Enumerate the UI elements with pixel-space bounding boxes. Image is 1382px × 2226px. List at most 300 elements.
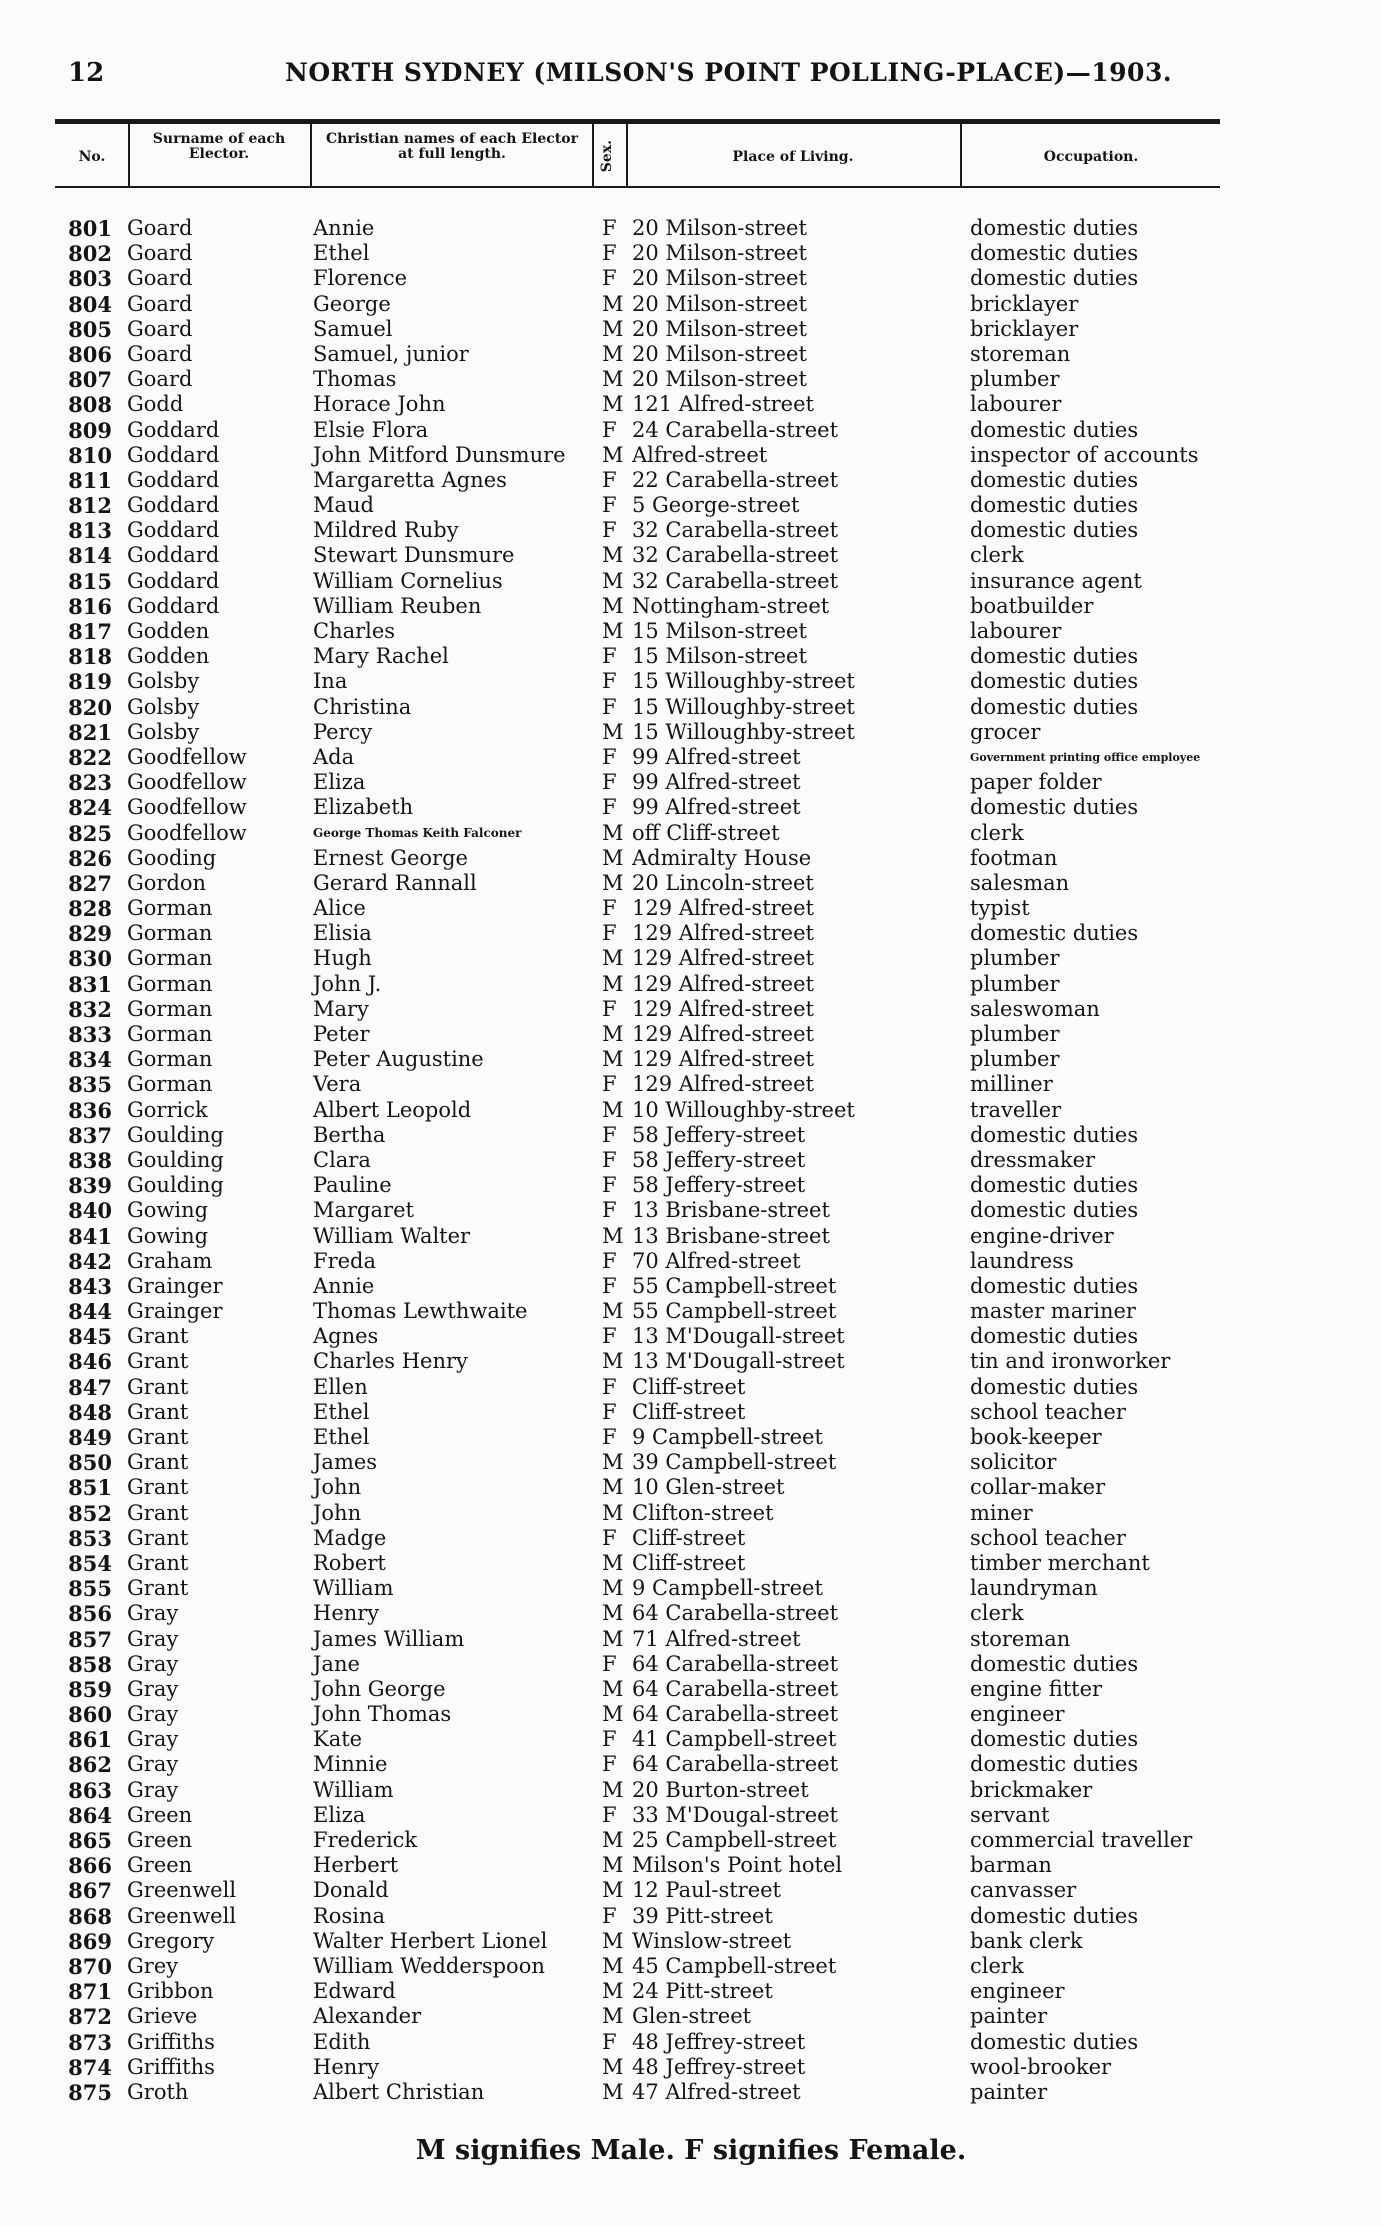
elector-christian-names: Bertha — [313, 1122, 386, 1147]
elector-sex: F — [602, 241, 617, 266]
elector-number: 834 — [68, 1047, 112, 1073]
elector-place-of-living: 39 Campbell-street — [632, 1450, 837, 1475]
table-row — [0, 1375, 1382, 1400]
elector-occupation: paper folder — [970, 770, 1102, 795]
elector-place-of-living: 15 Willoughby-street — [632, 719, 855, 744]
elector-surname: Groth — [127, 2079, 189, 2104]
elector-place-of-living: Milson's Point hotel — [632, 1853, 843, 1878]
elector-surname: Grant — [127, 1525, 189, 1550]
table-row — [0, 2055, 1382, 2080]
elector-occupation: domestic duties — [970, 417, 1139, 442]
elector-place-of-living: 20 Milson-street — [632, 216, 807, 240]
elector-number: 857 — [68, 1626, 112, 1652]
elector-christian-names: Hugh — [313, 946, 372, 971]
elector-christian-names: William Cornelius — [313, 568, 503, 593]
table-row — [0, 1173, 1382, 1198]
elector-place-of-living: 64 Carabella-street — [632, 1601, 839, 1626]
elector-number: 807 — [68, 367, 112, 393]
column-divider — [960, 124, 962, 186]
table-row — [0, 1324, 1382, 1349]
elector-christian-names: Florence — [313, 266, 408, 291]
elector-surname: Grant — [127, 1550, 189, 1575]
elector-number: 843 — [68, 1273, 112, 1299]
elector-sex: M — [602, 593, 624, 618]
table-row — [0, 1677, 1382, 1702]
elector-sex: M — [602, 568, 624, 593]
elector-christian-names: John Mitford Dunsmure — [313, 442, 566, 467]
elector-christian-names: Mary Rachel — [313, 644, 449, 669]
elector-christian-names: Minnie — [313, 1752, 388, 1777]
elector-occupation: servant — [970, 1802, 1050, 1827]
table-row — [0, 1198, 1382, 1223]
elector-number: 839 — [68, 1173, 112, 1199]
elector-christian-names: Elisia — [313, 921, 372, 946]
elector-sex: M — [602, 1550, 624, 1575]
elector-number: 872 — [68, 2004, 112, 2030]
elector-christian-names: Frederick — [313, 1828, 418, 1852]
elector-place-of-living: 20 Milson-street — [632, 367, 807, 392]
elector-number: 814 — [68, 543, 112, 569]
elector-occupation: school teacher — [970, 1399, 1126, 1424]
table-row — [0, 1702, 1382, 1727]
table-row — [0, 1803, 1382, 1828]
elector-place-of-living: 20 Burton-street — [632, 1777, 809, 1802]
elector-christian-names: Eliza — [313, 1802, 366, 1827]
elector-surname: Gorman — [127, 946, 213, 971]
elector-number: 801 — [68, 216, 112, 241]
elector-place-of-living: 58 Jeffery-street — [632, 1122, 806, 1147]
elector-christian-names: Freda — [313, 1248, 376, 1273]
elector-number: 835 — [68, 1072, 112, 1098]
table-row — [0, 795, 1382, 820]
elector-surname: Grant — [127, 1374, 189, 1399]
elector-surname: Gorman — [127, 1047, 213, 1072]
elector-sex: F — [602, 1802, 617, 1827]
elector-number: 820 — [68, 694, 112, 720]
elector-number: 802 — [68, 241, 112, 267]
elector-sex: F — [602, 1525, 617, 1550]
elector-place-of-living: 64 Carabella-street — [632, 1702, 839, 1727]
elector-number: 853 — [68, 1525, 112, 1551]
elector-place-of-living: 55 Campbell-street — [632, 1273, 837, 1298]
elector-sex: M — [602, 1047, 624, 1072]
elector-christian-names: Henry — [313, 1601, 380, 1626]
elector-christian-names: Samuel, junior — [313, 341, 469, 366]
elector-christian-names: Charles — [313, 619, 396, 643]
elector-occupation: grocer — [970, 719, 1041, 744]
elector-christian-names: Vera — [313, 1072, 362, 1097]
elector-occupation: plumber — [970, 1022, 1060, 1046]
table-row — [0, 720, 1382, 745]
elector-surname: Grant — [127, 1475, 189, 1500]
header-no: No. — [78, 149, 106, 165]
elector-surname: Goodfellow — [127, 770, 247, 795]
elector-occupation: domestic duties — [970, 467, 1139, 492]
elector-occupation: domestic duties — [970, 1173, 1139, 1198]
elector-surname: Grainger — [127, 1299, 223, 1324]
elector-place-of-living: 71 Alfred-street — [632, 1626, 801, 1651]
elector-occupation: boatbuilder — [970, 593, 1094, 618]
elector-sex: M — [602, 820, 624, 845]
elector-place-of-living: 15 Willoughby-street — [632, 694, 855, 719]
elector-number: 870 — [68, 1953, 112, 1979]
table-row — [0, 2080, 1382, 2105]
elector-place-of-living: 24 Pitt-street — [632, 1979, 773, 2004]
elector-surname: Gorrick — [127, 1097, 208, 1122]
table-row — [0, 1627, 1382, 1652]
electors-list — [0, 216, 1382, 2105]
table-row — [0, 266, 1382, 291]
elector-surname: Gray — [127, 1702, 179, 1727]
elector-christian-names: Peter — [313, 1022, 370, 1046]
table-row — [0, 468, 1382, 493]
elector-sex: M — [602, 1878, 624, 1903]
table-row — [0, 317, 1382, 342]
elector-occupation: timber merchant — [970, 1550, 1150, 1575]
elector-surname: Goard — [127, 341, 193, 366]
elector-sex: F — [602, 467, 617, 492]
table-row — [0, 921, 1382, 946]
elector-number: 824 — [68, 795, 112, 821]
elector-number: 865 — [68, 1828, 112, 1853]
elector-number: 837 — [68, 1122, 112, 1148]
table-row — [0, 2030, 1382, 2055]
table-row — [0, 871, 1382, 896]
elector-place-of-living: Cliff-street — [632, 1525, 746, 1550]
elector-sex: M — [602, 1500, 624, 1525]
elector-place-of-living: 99 Alfred-street — [632, 744, 801, 769]
elector-number: 866 — [68, 1853, 112, 1879]
table-row — [0, 972, 1382, 997]
elector-christian-names: Jane — [313, 1651, 360, 1676]
elector-place-of-living: 64 Carabella-street — [632, 1676, 839, 1701]
elector-surname: Graham — [127, 1248, 213, 1273]
elector-occupation: plumber — [970, 1047, 1060, 1072]
elector-number: 840 — [68, 1198, 112, 1224]
elector-occupation: clerk — [970, 1953, 1024, 1978]
elector-christian-names: John — [313, 1475, 362, 1500]
elector-christian-names: Ellen — [313, 1374, 368, 1399]
elector-number: 808 — [68, 392, 112, 418]
elector-occupation: storeman — [970, 1626, 1071, 1651]
elector-occupation: inspector of accounts — [970, 442, 1199, 467]
elector-surname: Goard — [127, 367, 193, 392]
elector-sex: M — [602, 1097, 624, 1122]
elector-place-of-living: 12 Paul-street — [632, 1878, 781, 1903]
elector-occupation: wool-brooker — [970, 2054, 1112, 2079]
column-divider — [592, 124, 594, 186]
header-sex: Sex. — [599, 140, 615, 173]
elector-number: 874 — [68, 2054, 112, 2080]
elector-sex: F — [602, 1425, 617, 1449]
elector-place-of-living: 55 Campbell-street — [632, 1299, 837, 1324]
elector-christian-names: Agnes — [313, 1324, 379, 1349]
elector-sex: M — [602, 341, 624, 366]
table-row — [0, 1954, 1382, 1979]
elector-occupation: domestic duties — [970, 2029, 1139, 2054]
elector-sex: F — [602, 1374, 617, 1399]
elector-place-of-living: 20 Milson-street — [632, 241, 807, 266]
elector-occupation: milliner — [970, 1072, 1053, 1097]
elector-sex: M — [602, 1626, 624, 1651]
table-row — [0, 1098, 1382, 1123]
elector-place-of-living: 24 Carabella-street — [632, 417, 839, 442]
elector-surname: Gordon — [127, 870, 207, 895]
elector-place-of-living: 25 Campbell-street — [632, 1828, 837, 1852]
header-surname: Surname of each Elector. — [152, 131, 286, 162]
elector-sex: M — [602, 946, 624, 971]
elector-surname: Gray — [127, 1752, 179, 1777]
elector-surname: Golsby — [127, 669, 200, 694]
elector-place-of-living: 32 Carabella-street — [632, 518, 839, 543]
elector-christian-names: George — [313, 291, 391, 316]
elector-occupation: school teacher — [970, 1525, 1126, 1550]
elector-place-of-living: 13 Brisbane-street — [632, 1198, 830, 1223]
elector-number: 826 — [68, 845, 112, 871]
elector-sex: F — [602, 493, 617, 518]
elector-surname: Gray — [127, 1601, 179, 1626]
elector-occupation: typist — [970, 896, 1030, 921]
elector-place-of-living: 47 Alfred-street — [632, 2079, 801, 2104]
table-row — [0, 569, 1382, 594]
elector-sex: F — [602, 1752, 617, 1777]
elector-surname: Goard — [127, 241, 193, 266]
elector-christian-names: Robert — [313, 1550, 386, 1575]
elector-place-of-living: 129 Alfred-street — [632, 971, 814, 996]
elector-place-of-living: Cliff-street — [632, 1550, 746, 1575]
elector-number: 836 — [68, 1097, 112, 1123]
elector-christian-names: Stewart Dunsmure — [313, 543, 515, 568]
elector-christian-names: Thomas — [313, 367, 397, 392]
elector-place-of-living: 99 Alfred-street — [632, 770, 801, 795]
elector-place-of-living: 5 George-street — [632, 493, 800, 518]
elector-number: 863 — [68, 1777, 112, 1803]
elector-christian-names: William Reuben — [313, 593, 482, 618]
table-row — [0, 1727, 1382, 1752]
elector-sex: M — [602, 619, 624, 643]
elector-occupation: miner — [970, 1500, 1033, 1525]
elector-place-of-living: 41 Campbell-street — [632, 1727, 837, 1752]
elector-sex: M — [602, 1777, 624, 1802]
elector-occupation: bricklayer — [970, 291, 1079, 316]
elector-christian-names: Pauline — [313, 1173, 392, 1198]
table-row — [0, 1123, 1382, 1148]
elector-place-of-living: 9 Campbell-street — [632, 1425, 823, 1449]
table-row — [0, 1249, 1382, 1274]
elector-occupation: master mariner — [970, 1299, 1136, 1324]
elector-christian-names: Maud — [313, 493, 374, 518]
elector-christian-names: Rosina — [313, 1903, 385, 1928]
elector-occupation: laundress — [970, 1248, 1074, 1273]
elector-surname: Green — [127, 1828, 193, 1852]
table-row — [0, 216, 1382, 241]
page-title: NORTH SYDNEY (MILSON'S POINT POLLING-PLACE)—1903. — [285, 58, 1173, 87]
elector-christian-names: Percy — [313, 719, 373, 744]
elector-occupation: domestic duties — [970, 1752, 1139, 1777]
elector-christian-names: Annie — [313, 216, 375, 240]
elector-christian-names: Elsie Flora — [313, 417, 429, 442]
elector-christian-names: Annie — [313, 1273, 375, 1298]
elector-number: 871 — [68, 1979, 112, 2005]
elector-place-of-living: 15 Willoughby-street — [632, 669, 855, 694]
header-top-rule — [55, 119, 1220, 124]
elector-surname: Goulding — [127, 1147, 224, 1172]
elector-sex: M — [602, 1601, 624, 1626]
table-row — [0, 342, 1382, 367]
elector-number: 846 — [68, 1349, 112, 1375]
elector-sex: F — [602, 1198, 617, 1223]
table-row — [0, 1979, 1382, 2004]
elector-place-of-living: 20 Milson-street — [632, 266, 807, 291]
elector-occupation: collar-maker — [970, 1475, 1106, 1500]
elector-place-of-living: 13 Brisbane-street — [632, 1223, 830, 1248]
elector-number: 856 — [68, 1601, 112, 1627]
elector-sex: F — [602, 996, 617, 1021]
elector-sex: M — [602, 1223, 624, 1248]
table-row — [0, 1652, 1382, 1677]
elector-sex: M — [602, 2004, 624, 2029]
elector-sex: F — [602, 795, 617, 820]
elector-place-of-living: 20 Milson-street — [632, 291, 807, 316]
elector-occupation: bricklayer — [970, 316, 1079, 341]
elector-occupation: domestic duties — [970, 518, 1139, 543]
elector-number: 816 — [68, 593, 112, 619]
table-row — [0, 1072, 1382, 1097]
table-row — [0, 1929, 1382, 1954]
elector-sex: M — [602, 971, 624, 996]
table-row — [0, 619, 1382, 644]
elector-surname: Gorman — [127, 996, 213, 1021]
elector-number: 848 — [68, 1399, 112, 1425]
elector-surname: Gorman — [127, 971, 213, 996]
elector-number: 875 — [68, 2079, 112, 2105]
table-row — [0, 241, 1382, 266]
elector-sex: F — [602, 744, 617, 769]
elector-number: 810 — [68, 442, 112, 468]
elector-occupation: domestic duties — [970, 644, 1139, 669]
table-row — [0, 1400, 1382, 1425]
elector-sex: M — [602, 870, 624, 895]
table-row — [0, 1878, 1382, 1903]
elector-christian-names: Ethel — [313, 241, 370, 266]
elector-surname: Grant — [127, 1450, 189, 1475]
elector-place-of-living: Cliff-street — [632, 1374, 746, 1399]
table-row — [0, 695, 1382, 720]
elector-surname: Goodfellow — [127, 795, 247, 820]
elector-sex: F — [602, 417, 617, 442]
elector-christian-names: Walter Herbert Lionel — [313, 1928, 548, 1953]
elector-number: 809 — [68, 417, 112, 443]
elector-place-of-living: 58 Jeffery-street — [632, 1147, 806, 1172]
elector-christian-names: Margaretta Agnes — [313, 467, 507, 492]
elector-place-of-living: 45 Campbell-street — [632, 1953, 837, 1978]
table-row — [0, 1224, 1382, 1249]
elector-place-of-living: 15 Milson-street — [632, 619, 807, 643]
elector-surname: Goddard — [127, 442, 220, 467]
elector-occupation: clerk — [970, 1601, 1024, 1626]
elector-christian-names: Mary — [313, 996, 369, 1021]
elector-place-of-living: 129 Alfred-street — [632, 1022, 814, 1046]
elector-number: 815 — [68, 568, 112, 594]
elector-sex: M — [602, 1928, 624, 1953]
elector-surname: Grant — [127, 1500, 189, 1525]
elector-place-of-living: Cliff-street — [632, 1399, 746, 1424]
elector-number: 817 — [68, 619, 112, 644]
elector-sex: M — [602, 1475, 624, 1500]
table-row — [0, 1904, 1382, 1929]
elector-occupation: painter — [970, 2079, 1048, 2104]
elector-surname: Gray — [127, 1651, 179, 1676]
elector-number: 823 — [68, 770, 112, 796]
elector-number: 819 — [68, 669, 112, 695]
elector-place-of-living: 22 Carabella-street — [632, 467, 839, 492]
elector-occupation: footman — [970, 845, 1058, 870]
elector-surname: Goddard — [127, 467, 220, 492]
elector-surname: Grant — [127, 1576, 189, 1601]
elector-christian-names: John Thomas — [313, 1702, 452, 1727]
elector-surname: Gowing — [127, 1223, 209, 1248]
elector-christian-names: Charles Henry — [313, 1349, 468, 1374]
elector-place-of-living: 39 Pitt-street — [632, 1903, 773, 1928]
elector-surname: Goodfellow — [127, 744, 247, 769]
table-row — [0, 1450, 1382, 1475]
elector-sex: F — [602, 266, 617, 291]
table-row — [0, 821, 1382, 846]
elector-occupation: labourer — [970, 619, 1062, 643]
elector-place-of-living: 58 Jeffery-street — [632, 1173, 806, 1198]
elector-sex: F — [602, 1324, 617, 1349]
elector-occupation: plumber — [970, 367, 1060, 392]
elector-occupation: painter — [970, 2004, 1048, 2029]
elector-occupation: clerk — [970, 820, 1024, 845]
elector-place-of-living: 99 Alfred-street — [632, 795, 801, 820]
elector-surname: Grainger — [127, 1273, 223, 1298]
header-christian-names: Christian names of each Elector at full length. — [326, 131, 578, 162]
elector-number: 828 — [68, 896, 112, 922]
elector-christian-names: Ethel — [313, 1399, 370, 1424]
elector-sex: M — [602, 1853, 624, 1878]
elector-occupation: domestic duties — [970, 1727, 1139, 1752]
elector-occupation: brickmaker — [970, 1777, 1093, 1802]
elector-occupation: plumber — [970, 946, 1060, 971]
elector-sex: M — [602, 1022, 624, 1046]
elector-occupation: domestic duties — [970, 241, 1139, 266]
elector-number: 854 — [68, 1550, 112, 1576]
column-divider — [626, 124, 628, 186]
elector-christian-names: Thomas Lewthwaite — [313, 1299, 528, 1324]
elector-occupation: barman — [970, 1853, 1052, 1878]
elector-sex: F — [602, 1651, 617, 1676]
elector-christian-names: William Walter — [313, 1223, 471, 1248]
table-row — [0, 1752, 1382, 1777]
elector-surname: Gribbon — [127, 1979, 214, 2004]
elector-christian-names: Alice — [313, 896, 366, 921]
elector-surname: Goulding — [127, 1173, 224, 1198]
elector-christian-names: Samuel — [313, 316, 393, 341]
elector-sex: F — [602, 694, 617, 719]
elector-occupation: domestic duties — [970, 1198, 1139, 1223]
elector-surname: Goddard — [127, 543, 220, 568]
elector-number: 841 — [68, 1223, 112, 1249]
elector-occupation: Government printing office employee — [970, 750, 1201, 764]
elector-surname: Green — [127, 1802, 193, 1827]
elector-number: 851 — [68, 1475, 112, 1501]
elector-occupation: domestic duties — [970, 1651, 1139, 1676]
table-row — [0, 1501, 1382, 1526]
elector-sex: M — [602, 291, 624, 316]
elector-number: 855 — [68, 1576, 112, 1602]
elector-sex: F — [602, 1147, 617, 1172]
